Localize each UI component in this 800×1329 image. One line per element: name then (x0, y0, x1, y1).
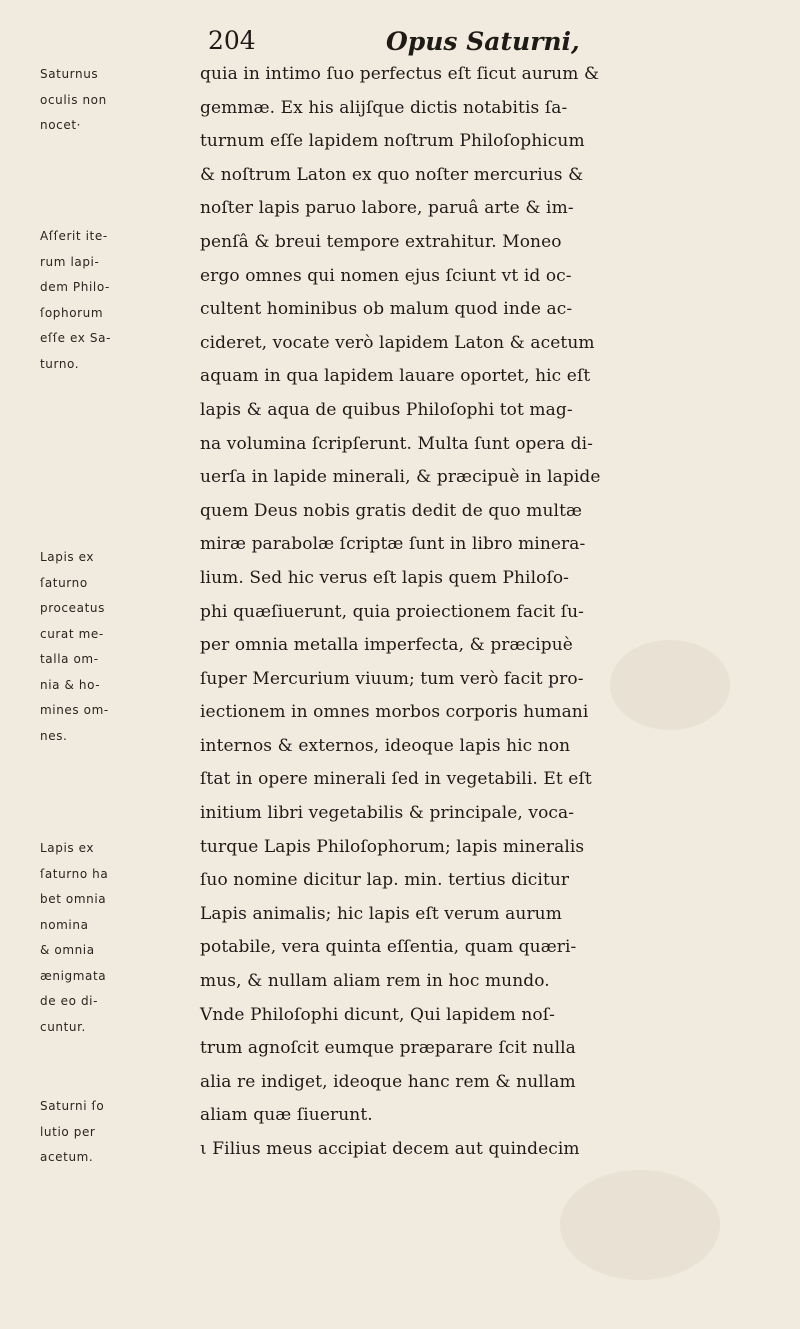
text-line: internos & externos, ideoque lapis hic non (200, 735, 571, 756)
text-line: Lapis animalis; hic lapis eſt verum aurum (200, 903, 562, 924)
text-line: aliam quæ ſiuerunt. (200, 1105, 373, 1126)
margin-note-line: nocet· (40, 118, 82, 132)
margin-note-line: Aſſerit ite- (40, 229, 108, 243)
text-line: lium. Sed hic verus eſt lapis quem Philoſo- (200, 567, 570, 588)
margin-note-line: mines om- (40, 703, 109, 717)
page-number: 204 (208, 26, 256, 55)
margin-note-line: acetum. (40, 1150, 94, 1164)
margin-note (40, 545, 175, 749)
text-line: gemmæ. Ex his alijſque dictis notabitis ſa- (200, 97, 568, 118)
running-title: Opus Saturni, (386, 27, 580, 56)
text-line: cideret, vocate verò lapidem Laton & acetum (200, 332, 595, 353)
text-line: quia in intimo ſuo perfectus eſt ſicut aurum & (200, 64, 600, 84)
margin-note-line: & omnia (40, 943, 95, 957)
margin-note-line: nomina (40, 917, 89, 932)
margin-note-line: bet omnia (40, 892, 107, 906)
text-line: & noſtrum Laton ex quo noſter mercurius & (200, 164, 584, 185)
text-line: turnum eſſe lapidem noſtrum Philoſophicum (200, 131, 585, 152)
text-line: na volumina ſcripſerunt. Multa ſunt opera di- (200, 433, 594, 454)
margin-note-line: talla om- (40, 652, 99, 666)
margin-note-line: turno. (40, 356, 80, 371)
margin-note-line: eſſe ex Sa- (40, 331, 112, 345)
margin-note (40, 62, 175, 139)
text-line: uerſa in lapide minerali, & præcipuè in lapide (200, 467, 601, 488)
margin-note-line: ſophorum (40, 305, 104, 320)
text-line: potabile, vera quinta eſſentia, quam quæri- (200, 937, 577, 958)
margin-note-line: de eo di- (40, 994, 99, 1008)
text-line: noſter lapis paruo labore, paruâ arte & im- (200, 198, 574, 219)
text-line: ſuper Mercurium viuum; tum verò facit pro- (200, 668, 584, 689)
margin-note-line: ænigmata (40, 968, 107, 983)
text-line: initium libri vegetabilis & principale, voca- (200, 803, 575, 824)
text-line: cultent hominibus ob malum quod inde ac- (200, 299, 573, 320)
text-line: alia re indiget, ideoque hanc rem & nullam (200, 1071, 576, 1092)
margin-note-line: dem Philo- (40, 280, 110, 294)
text-line: mus, & nullam aliam rem in hoc mundo. (200, 971, 550, 992)
main-text-block (200, 58, 768, 1167)
text-line: lapis & aqua de quibus Philoſophi tot mag- (200, 399, 573, 420)
text-line: ſuo nomine dicitur lap. min. tertius dicitur (200, 870, 570, 891)
text-line: miræ parabolæ ſcriptæ ſunt in libro minera- (200, 534, 586, 555)
text-line: aquam in qua lapidem lauare oportet, hic eſt (200, 366, 591, 387)
margin-note-line: rum lapi- (40, 254, 100, 269)
margin-note-line: Lapis ex (40, 841, 95, 855)
text-line: ſtat in opere minerali ſed in vegetabili. Et eſt (200, 769, 592, 790)
margin-note-line: Saturnus (40, 67, 99, 81)
margin-note-line: cuntur. (40, 1019, 86, 1034)
text-line: quem Deus nobis gratis dedit de quo multæ (200, 500, 583, 521)
margin-note-line: Saturni ſo (40, 1099, 105, 1113)
text-line: trum agnoſcit eumque præparare ſcit nulla (200, 1038, 576, 1059)
text-line: phi quæſiuerunt, quia proiectionem facit ſu- (200, 601, 584, 622)
text-line: penſâ & breui tempore extrahitur. Moneo (200, 231, 562, 252)
text-line: Vnde Philoſophi dicunt, Qui lapidem noſ- (200, 1004, 555, 1025)
margin-note (40, 1094, 175, 1171)
text-line: iectionem in omnes morbos corporis humani (200, 702, 589, 723)
margin-note-line: lutio per (40, 1124, 96, 1139)
margin-note-line: ſaturno ha (40, 866, 109, 881)
text-line: ergo omnes qui nomen ejus ſciunt vt id oc- (200, 265, 572, 286)
paper-stain (560, 1170, 720, 1280)
margin-note-line: Lapis ex (40, 550, 95, 564)
margin-note-line: curat me- (40, 626, 104, 641)
margin-note (40, 836, 175, 1040)
text-line: per omnia metalla imperfecta, & præcipuè (200, 635, 573, 656)
margin-note-line: proceatus (40, 601, 105, 615)
margin-note-line: nia & ho- (40, 677, 101, 692)
margin-note-line: oculis non (40, 92, 107, 107)
text-line: ι Filius meus accipiat decem aut quindecim (200, 1139, 580, 1159)
margin-note-line: nes. (40, 728, 68, 743)
margin-note (40, 224, 175, 377)
text-line: turque Lapis Philoſophorum; lapis mineralis (200, 836, 585, 857)
margin-note-line: ſaturno (40, 575, 88, 590)
